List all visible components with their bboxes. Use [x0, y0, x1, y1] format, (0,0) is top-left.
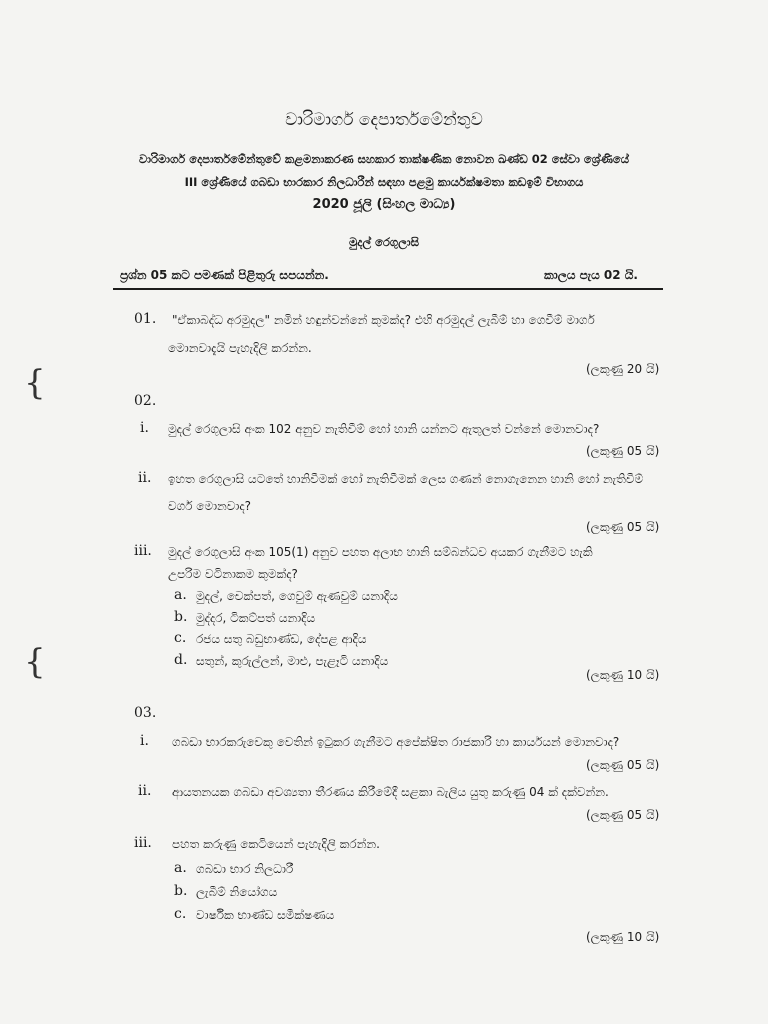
option-label: b.	[174, 608, 188, 625]
question-text: මොනවාදැයි පැහැදිලි කරන්න.	[168, 341, 312, 355]
marks-label: (ලකුණු 05 යි)	[586, 520, 660, 534]
subquestion-text: උපරිම වටිනාකම කුමක්ද?	[168, 567, 298, 581]
subquestion-text: ඉහත රෙගුලාසි යටතේ හානිවීමක් හෝ නැතිවීමක් ලෙස ගණන් නොගැනෙන හානි හෝ නැතිවීම්	[168, 472, 644, 486]
option-label: c.	[174, 630, 187, 646]
subquestion-label: ii.	[138, 470, 152, 486]
marks-label: (ලකුණු 05 යි)	[586, 808, 660, 822]
margin-brace-mark: {	[24, 363, 46, 403]
header-divider	[113, 288, 663, 290]
page-title: වාරිමාර්ග දෙපාර්තමේන්තුව	[285, 110, 483, 130]
subquestion-text: වර්ග මොනවාද?	[168, 499, 252, 513]
subquestion-label: iii.	[134, 543, 152, 559]
subquestion-label: i.	[140, 733, 149, 749]
subquestion-text: ආයතනයක ගබඩා අවශ්‍යතා තීරණය කිරීමේදී සළකා බැලිය යුතු කරුණු 04 ක් දක්වන්න.	[172, 785, 609, 799]
subquestion-label: iii.	[134, 835, 152, 851]
option-label: c.	[174, 906, 187, 922]
question-text: "ඒකාබද්ධ අරමුදල" නමින් හඳුන්වන්නේ කුමක්ද? එහි අරමුදල් ලැබීම් හා ගෙවීම් මාර්ග	[172, 313, 595, 327]
option-text: මුද්දර, ටිකට්පත් යනාදිය	[196, 610, 316, 625]
option-label: d.	[174, 651, 188, 668]
marks-label: (ලකුණු 05 යි)	[586, 758, 660, 772]
subquestion-text: පහත කරුණු කෙටියෙන් පැහැදිලි කරන්න.	[172, 837, 380, 851]
option-text: රජය සතු බඩුභාණ්ඩ, දේපළ ආදිය	[196, 632, 367, 646]
subquestion-text: මුදල් රෙගුලාසි අංක 105(1) අනුව පහත අලාභ හානි සම්බන්ධව අයකර ගැනීමට හැකි	[168, 545, 593, 559]
time-allowed: කාලය පැය 02 යි.	[544, 268, 638, 282]
option-text: ගබඩා භාර නිලධාරී	[196, 862, 294, 876]
margin-brace-mark: {	[24, 642, 46, 682]
exam-description-line1: වාරිමාර්ග දෙපාර්තමේන්තුවේ කළමනාකරණ සහකාර තාක්ෂණික නොවන ඛණ්ඩ 02 සේවා ශ්‍රේණියේ	[139, 152, 629, 166]
question-number: 02.	[134, 393, 157, 409]
marks-label: (ලකුණු 10 යි)	[586, 668, 660, 682]
instructions: ප්‍රශ්න 05 කට පමණක් පිළිතුරු සපයන්න.	[120, 268, 329, 282]
marks-label: (ලකුණු 20 යි)	[586, 362, 660, 376]
option-text: ලැබීම් නියෝගය	[196, 885, 278, 899]
subquestion-text: මුදල් රෙගුලාසි අංක 102 අනුව නැතිවීම් හෝ හානි යන්නට ඇතුලත් වන්නේ මොනවාද?	[168, 422, 600, 436]
marks-label: (ලකුණු 10 යි)	[586, 930, 660, 944]
option-label: a.	[174, 587, 187, 603]
option-text: වාර්ෂික භාණ්ඩ සමීක්ෂණය	[196, 908, 335, 922]
option-label: b.	[174, 883, 188, 899]
subject-title: මුදල් රෙගුලාසි	[349, 235, 419, 249]
option-label: a.	[174, 860, 187, 876]
subquestion-text: ගබඩා භාරකරුවෙකු වෙතින් ඉටුකර ගැනීමට අපේක්ෂිත රාජකාරි හා කාර්යයන් මොනවාද?	[172, 735, 620, 749]
exam-description-line2: III ශ්‍රේණියේ ගබඩා භාරකාර නිලධාරීන් සඳහා පළමු කාර්යක්ෂමතා කඩඉම් විභාගය	[184, 175, 584, 189]
option-text: සතුන්, කුරුල්ලන්, මාළු, පැළෑටි යනාදිය	[196, 653, 389, 668]
option-text: මුදල්, චෙක්පත්, ගෙවුම් ඇණවුම් යනාදිය	[196, 589, 398, 603]
question-number: 03.	[134, 705, 157, 721]
exam-date: 2020 ජූලි (සිංහල මාධ්‍ය)	[312, 197, 456, 212]
question-number: 01.	[134, 311, 157, 327]
subquestion-label: ii.	[138, 783, 152, 799]
subquestion-label: i.	[140, 420, 149, 436]
marks-label: (ලකුණු 05 යි)	[586, 444, 660, 458]
